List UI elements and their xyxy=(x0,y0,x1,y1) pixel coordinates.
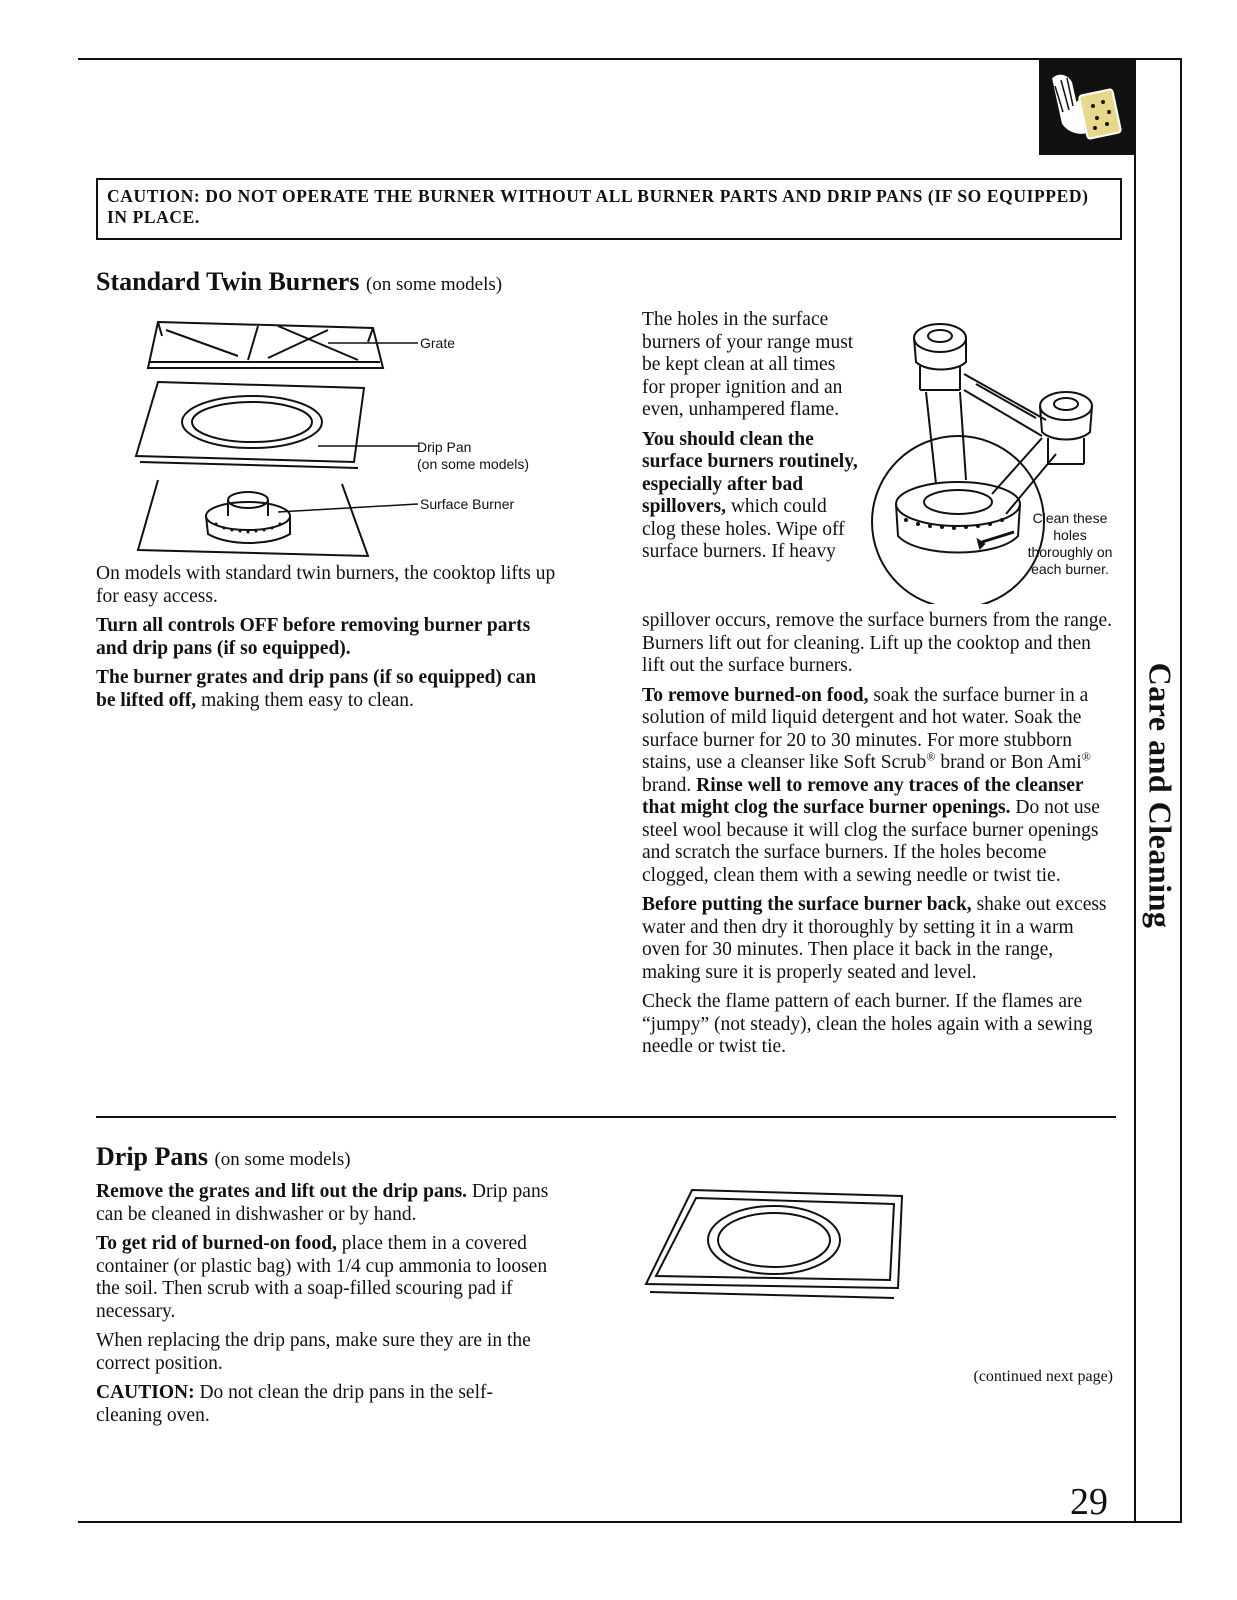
drip-p4-bold: CAUTION: xyxy=(96,1382,195,1403)
label-drip-pan xyxy=(417,439,529,473)
caution-box: CAUTION: DO NOT OPERATE THE BURNER WITHOUT ALL BURNER PARTS AND DRIP PANS (IF SO EQUIPPED) IN PLACE. xyxy=(96,178,1122,240)
twin-p2 xyxy=(96,615,556,660)
right-remove-rest2: brand or Bon Ami xyxy=(935,752,1082,773)
label-drip-pan-text: Drip Pan xyxy=(417,439,472,455)
right-before xyxy=(642,894,1116,984)
right-rinse-rest: Do not use steel wool because it will clog the surface burner openings and scratch the surface burners. If the holes become clogged, clean them with a sewing needle or twist tie. xyxy=(642,797,1100,886)
twin-heading-title: Standard Twin Burners xyxy=(96,267,360,296)
hand-sponge-icon xyxy=(1039,60,1134,155)
twin-burners-heading xyxy=(96,267,502,297)
right-remove-rest3: brand. xyxy=(642,774,697,796)
twin-heading-sub: (on some models) xyxy=(365,274,503,295)
reg-mark-2: ® xyxy=(1081,749,1091,764)
drip-p2-bold: To get rid of burned-on food, xyxy=(96,1233,337,1254)
right-clean xyxy=(642,429,860,564)
drip-text xyxy=(96,1181,556,1434)
right-rinse-bold: Rinse well to remove any traces of the cleanser that might clog the surface burner openings. xyxy=(642,774,1084,818)
right-main-text xyxy=(642,610,1116,1066)
right-intro-block xyxy=(642,309,860,564)
drip-p2 xyxy=(96,1233,556,1323)
drip-p1-rest: Drip pans can be cleaned in dishwasher or by hand. xyxy=(96,1181,549,1225)
right-clean-rest2: spillover occurs, remove the surface burners from the range. Burners lift out for cleaning. Lift up the cooktop and then lift out the surface burners. xyxy=(642,610,1112,676)
right-before-rest: shake out excess water and then dry it thoroughly by setting it in a warm oven for 30 minutes. Then place it back in the range, making sure it is properly seated and level. xyxy=(642,894,1107,983)
drip-p4-rest: Do not clean the drip pans in the self-cleaning oven. xyxy=(96,1382,493,1426)
top-rule xyxy=(78,58,1182,60)
right-remove-bold: To remove burned-on food, xyxy=(642,684,869,706)
right-check: Check the flame pattern of each burner. If the flames are “jumpy” (not steady), clean the holes again with a sewing needle or twist tie. xyxy=(642,991,1093,1057)
page-number: 29 xyxy=(1070,1481,1108,1523)
twin-p3-rest: making them easy to clean. xyxy=(196,689,414,711)
twin-p1: On models with standard twin burners, the cooktop lifts up for easy access. xyxy=(96,563,556,607)
drip-p3: When replacing the drip pans, make sure they are in the correct position. xyxy=(96,1330,531,1374)
label-clean-holes: Clean these holes thoroughly on each burner. xyxy=(1027,510,1113,577)
right-remove-rest1: soak the surface burner in a solution of mild liquid detergent and hot water. Soak the surface burner for 20 to 30 minutes. For more stubborn stains, use a cleanser like Soft Scrub xyxy=(642,684,1089,773)
drip-heading-sub: (on some models) xyxy=(214,1149,351,1170)
twin-p2-bold: Turn all controls OFF before removing burner parts and drip pans (if so equipped). xyxy=(96,615,531,659)
twin-text xyxy=(96,563,556,719)
label-drip-pan-sub: (on some models) xyxy=(417,456,530,472)
label-grate: Grate xyxy=(420,335,456,351)
reg-mark-1: ® xyxy=(926,749,936,764)
section-divider xyxy=(96,1116,1116,1118)
right-clean-rest1: which could clog these holes. Wipe off surface burners. If heavy xyxy=(642,496,845,562)
burner-exploded-diagram xyxy=(128,312,428,565)
bottom-rule xyxy=(78,1521,1182,1523)
drip-p2-rest: place them in a covered container (or plastic bag) with 1/4 cup ammonia to loosen the soil. Then scrub with a soap-filled scouring pad if necessary. xyxy=(96,1233,548,1322)
right-before-bold: Before putting the surface burner back, xyxy=(642,894,972,915)
twin-p3-bold: The burner grates and drip pans (if so equipped) can be lifted off, xyxy=(96,667,537,711)
drip-pan-diagram xyxy=(642,1184,922,1319)
drip-p1 xyxy=(96,1181,556,1226)
label-surface-burner: Surface Burner xyxy=(420,496,515,512)
drip-p4 xyxy=(96,1382,556,1427)
twin-p3 xyxy=(96,667,556,712)
side-tab-title: Care and Cleaning xyxy=(1142,662,1179,928)
right-intro: The holes in the surface burners of your range must be kept clean at all times for proper ignition and an even, unhampered flame. xyxy=(642,309,854,420)
continued-note: (continued next page) xyxy=(973,1368,1113,1385)
drip-heading-title: Drip Pans xyxy=(96,1142,208,1171)
drip-pans-heading xyxy=(96,1142,351,1172)
drip-p1-bold: Remove the grates and lift out the drip pans. xyxy=(96,1181,468,1202)
right-remove xyxy=(642,685,1116,888)
right-clean-bold: You should clean the surface burners routinely, especially after bad spillovers, xyxy=(642,428,858,517)
